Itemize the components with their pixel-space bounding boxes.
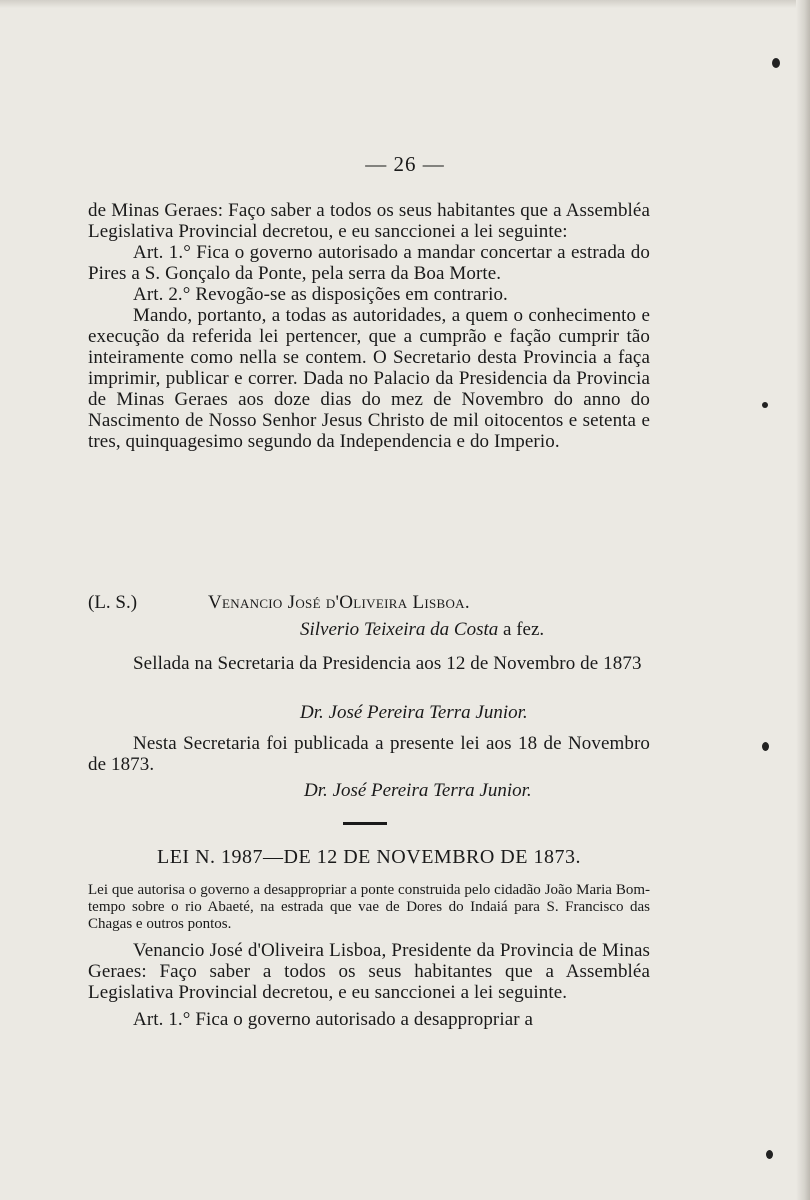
scan-speck [772, 58, 780, 68]
sellada-paragraph: Sellada na Secretaria da Presidencia aos 12 de Novembro de 1873 [133, 653, 642, 674]
law-text-block [88, 200, 650, 452]
clerk-signature: Silverio Teixeira da Costa a fez. [300, 619, 545, 640]
president-signature: Venancio José d'Oliveira Lisboa. [208, 592, 470, 613]
second-opening: Venancio José d'Oliveira Lisboa, Presidente da Provincia de Minas Geraes: Faço saber a todos os seus habitantes que a Assembléa Legislativa Provincial decretou, e eu sanccionei a lei seguinte. [88, 940, 650, 1003]
secretary-signature-2: Dr. José Pereira Terra Junior. [304, 780, 532, 801]
mando-paragraph: Mando, portanto, a todas as autoridades, a quem o conhecimento e execução da referida lei pertencer, que a cumprão e fação cumprir tão inteiramente como nella se contem. O Secretario desta Provincia a faça imprimir, publicar e correr. Dada no Palacio da Presidencia da Provincia de Minas Geraes aos doze dias do mez de Novembro do anno do Nascimento de Nosso Senhor Jesus Christo de mil oitocentos e setenta e tres, quinquagesimo segundo da Independencia e do Imperio. [88, 305, 650, 452]
secretary-signature-1: Dr. José Pereira Terra Junior. [300, 702, 528, 723]
law-title: LEI N. 1987—DE 12 DE NOVEMBRO DE 1873. [157, 846, 581, 868]
scan-speck [762, 742, 769, 751]
page-right-edge [796, 0, 810, 1200]
scan-speck [762, 402, 768, 408]
page-number: — 26 — [365, 152, 445, 176]
scan-speck [766, 1150, 773, 1159]
article-2: Art. 2.° Revogão-se as disposições em contrario. [133, 284, 508, 305]
second-article-1: Art. 1.° Fica o governo autorisado a desappropriar a [133, 1009, 534, 1030]
article-1: Art. 1.° Fica o governo autorisado a mandar concertar a estrada do Pires a S. Gonçalo da Ponte, pela serra da Boa Morte. [88, 242, 650, 284]
page-top-edge [0, 0, 810, 8]
seal-mark: (L. S.) [88, 592, 138, 613]
nesta-paragraph: Nesta Secretaria foi publicada a presente lei aos 18 de Novembro de 1873. [88, 733, 650, 775]
opening-paragraph: de Minas Geraes: Faço saber a todos os seus habitantes que a Assembléa Legislativa Provincial decretou, e eu sanccionei a lei seguinte: [88, 200, 650, 242]
law-summary: Lei que autorisa o governo a desappropriar a ponte construida pelo cidadão João Maria Bom-tempo sobre o rio Abaeté, na estrada que vae de Dores do Indaiá para S. Francisco das Chagas e outros pontos. [88, 882, 650, 932]
section-divider [343, 822, 387, 825]
second-law-text [88, 940, 650, 1030]
